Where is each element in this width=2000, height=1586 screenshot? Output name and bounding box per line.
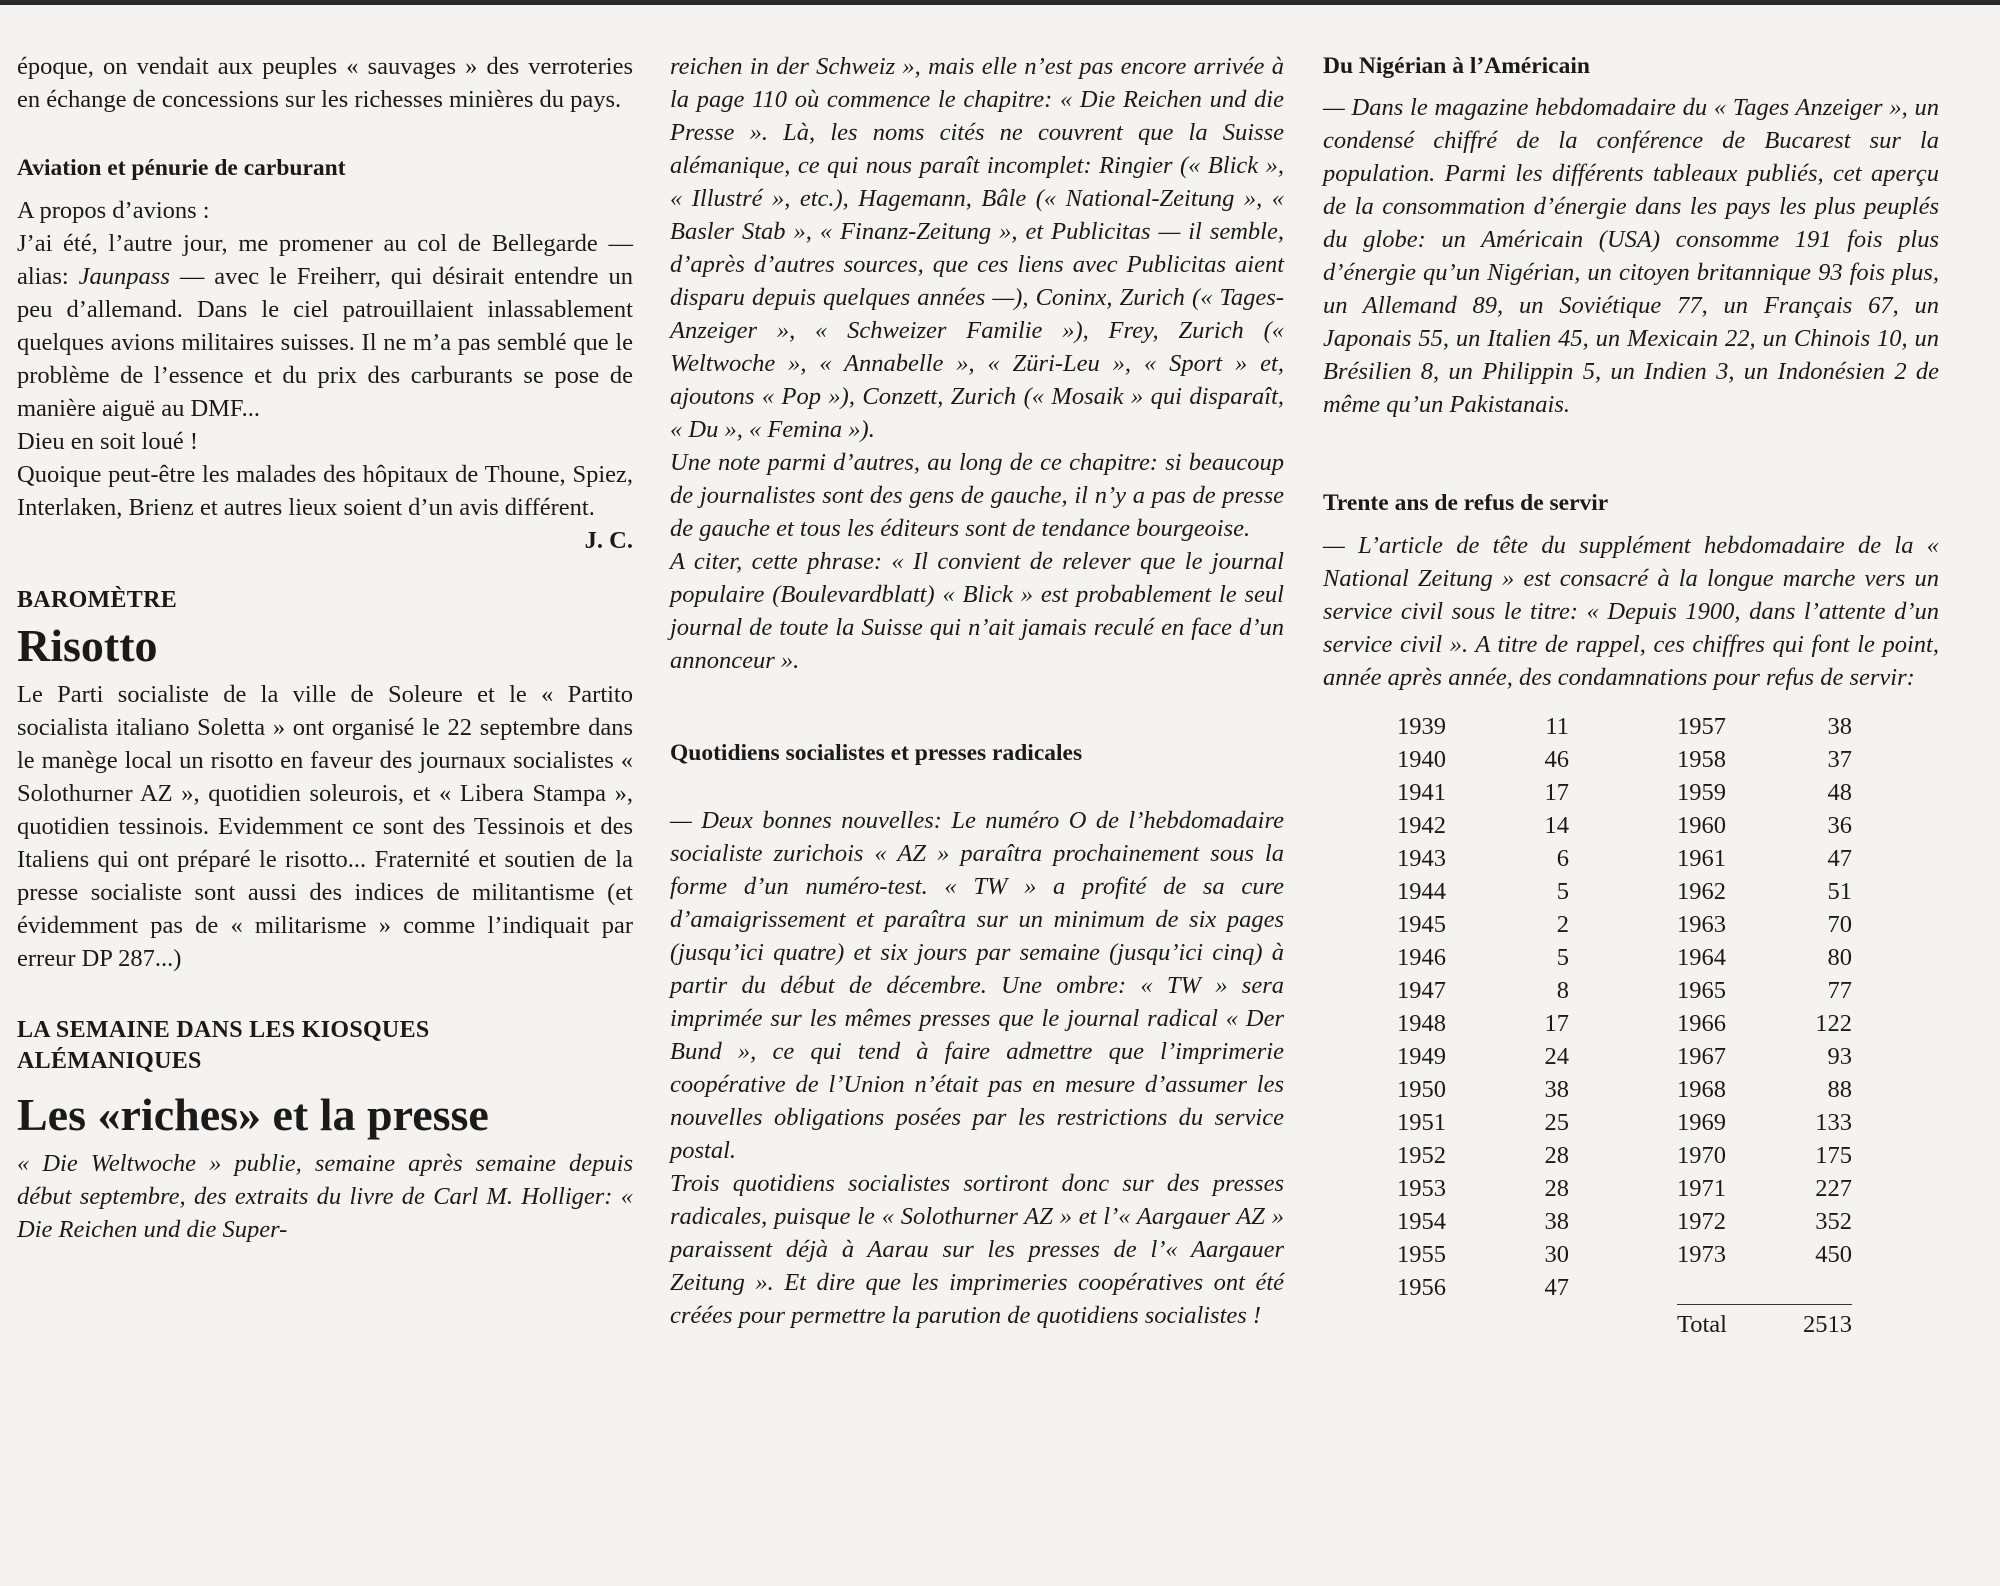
riches-body: « Die Weltwoche » publie, semaine après semaine depuis début septembre, des extraits du livre de Carl M. Holliger: « Die Reichen und die Super-	[17, 1150, 633, 1243]
count-cell: 77	[1827, 977, 1852, 1004]
year-cell: 1944	[1397, 878, 1446, 905]
spacer-cell	[1569, 842, 1677, 875]
table-row	[1397, 743, 1852, 776]
table-row	[1397, 1040, 1852, 1073]
table-row	[1397, 842, 1852, 875]
year-cell: 1963	[1677, 911, 1726, 938]
year-cell: 1969	[1677, 1109, 1726, 1136]
year-cell: 1956	[1397, 1274, 1446, 1301]
year-cell: 1967	[1677, 1043, 1726, 1070]
year-cell: 1939	[1397, 713, 1446, 740]
count-cell: 122	[1815, 1010, 1852, 1037]
spacer-cell	[1569, 941, 1677, 974]
year-cell: 1957	[1677, 713, 1726, 740]
aviation-p2-part2: — avec le Freiherr, qui désirait entendre un peu d’allemand. Dans le ciel patrouillaient inlassablement quelques avions militaires suisses. Il ne m’a pas semblé que le problème de l’essence et du prix des carburants se pose de manière aiguë au DMF...	[17, 263, 633, 422]
table-row	[1397, 1007, 1852, 1040]
quotidiens-p2: Trois quotidiens socialistes sortiront donc sur des presses radicales, puisque le « Solothurner AZ » et l’« Aargauer AZ » paraissent déjà à Aarau sur les presses de l’« Aargauer Zeitung ». Et dire que les imprimeries coopératives ont été créées pour permettre la parution de quotidiens socialistes !	[670, 1170, 1284, 1329]
spacer-cell	[1569, 1040, 1677, 1073]
total-row	[1397, 1304, 1852, 1341]
refus-table-body	[1397, 710, 1852, 1341]
count-cell: 37	[1827, 746, 1852, 773]
count-cell: 28	[1544, 1175, 1569, 1202]
table-row	[1397, 1238, 1852, 1271]
table-row	[1397, 974, 1852, 1007]
count-cell: 8	[1556, 977, 1569, 1004]
refus-heading: Trente ans de refus de servir	[1323, 490, 1609, 516]
year-cell: 1971	[1677, 1175, 1726, 1202]
count-cell: 46	[1544, 746, 1569, 773]
table-row	[1397, 875, 1852, 908]
count-cell: 80	[1827, 944, 1852, 971]
year-cell: 1970	[1677, 1142, 1726, 1169]
count-cell: 38	[1544, 1076, 1569, 1103]
table-row	[1397, 1106, 1852, 1139]
count-cell: 133	[1815, 1109, 1852, 1136]
year-cell: 1973	[1677, 1241, 1726, 1268]
year-cell: 1950	[1397, 1076, 1446, 1103]
spacer-cell	[1569, 743, 1677, 776]
top-rule	[0, 0, 2000, 5]
aviation-heading: Aviation et pénurie de carburant	[17, 155, 346, 181]
year-cell: 1960	[1677, 812, 1726, 839]
aviation-p1: A propos d’avions :	[17, 197, 210, 224]
table-row	[1397, 776, 1852, 809]
year-cell: 1947	[1397, 977, 1446, 1004]
spacer-cell	[1569, 1139, 1677, 1172]
year-cell: 1961	[1677, 845, 1726, 872]
kiosques-kicker-line2: ALÉMANIQUES	[17, 1048, 202, 1074]
year-cell	[1677, 1271, 1772, 1304]
column-3	[1323, 50, 1939, 1341]
count-cell: 227	[1815, 1175, 1852, 1202]
refus-table	[1397, 710, 1852, 1341]
aviation-p2-part1: J’ai été, l’autre jour, me promener au col de Bellegarde — alias:	[17, 230, 633, 290]
year-cell: 1955	[1397, 1241, 1446, 1268]
spacer-cell	[1397, 1304, 1509, 1341]
riches-continued-p3: A citer, cette phrase: « Il convient de relever que le journal populaire (Boulevardblatt) « Blick » est probablement le seul journal de toute la Suisse qui n’ait jamais reculé en face d’un annonceur ».	[670, 548, 1284, 674]
year-cell: 1940	[1397, 746, 1446, 773]
table-row	[1397, 908, 1852, 941]
count-cell: 38	[1827, 713, 1852, 740]
count-cell: 17	[1544, 779, 1569, 806]
year-cell: 1954	[1397, 1208, 1446, 1235]
count-cell: 70	[1827, 911, 1852, 938]
column-1	[17, 50, 633, 1246]
year-cell: 1951	[1397, 1109, 1446, 1136]
table-row	[1397, 710, 1852, 743]
spacer-cell	[1569, 1073, 1677, 1106]
aviation-article	[17, 194, 633, 557]
count-cell: 5	[1556, 878, 1569, 905]
spacer-cell	[1569, 1205, 1677, 1238]
total-value: 2513	[1772, 1304, 1852, 1341]
aviation-p4: Quoique peut-être les malades des hôpitaux de Thoune, Spiez, Interlaken, Brienz et autres lieux soient d’un avis différent.	[17, 461, 633, 521]
barometre-kicker: BAROMÈTRE	[17, 587, 178, 613]
spacer-cell	[1569, 1238, 1677, 1271]
year-cell: 1964	[1677, 944, 1726, 971]
count-cell: 14	[1544, 812, 1569, 839]
year-cell: 1958	[1677, 746, 1726, 773]
count-cell: 51	[1827, 878, 1852, 905]
count-cell: 11	[1545, 713, 1569, 740]
total-label: Total	[1677, 1304, 1772, 1341]
count-cell: 2	[1556, 911, 1569, 938]
year-cell: 1968	[1677, 1076, 1726, 1103]
spacer-cell	[1569, 875, 1677, 908]
count-cell: 450	[1815, 1241, 1852, 1268]
table-row	[1397, 809, 1852, 842]
kiosques-kicker-line1: LA SEMAINE DANS LES KIOSQUES	[17, 1017, 430, 1043]
count-cell: 5	[1556, 944, 1569, 971]
table-row	[1397, 1139, 1852, 1172]
quotidiens-p1: — Deux bonnes nouvelles: Le numéro O de l’hebdomadaire socialiste zurichois « AZ » paraîtra prochainement sous la forme d’un numéro-test. « TW » a profité de sa cure d’amaigrissement et paraîtra sur un minimum de six pages (jusqu’ici quatre) et six jours par semaine (jusqu’ici cinq) à partir du début de décembre. Une ombre: « TW » sera imprimée sur les mêmes presses que le journal radical « Der Bund », ce qui tend à faire admettre que l’imprimerie coopérative de l’Union n’était pas en mesure d’assumer les nouvelles obligations posées par les restrictions du service postal.	[670, 807, 1284, 1164]
count-cell: 38	[1544, 1208, 1569, 1235]
table-row	[1397, 1271, 1852, 1304]
aviation-p3: Dieu en soit loué !	[17, 428, 198, 455]
count-cell: 47	[1544, 1274, 1569, 1301]
nigerian-body: — Dans le magazine hebdomadaire du « Tages Anzeiger », un condensé chiffré de la conférence de Bucarest sur la population. Parmi les différents tableaux publiés, cet aperçu de la consommation d’énergie dans les pays les plus peuplés du globe: un Américain (USA) consomme 191 fois plus d’énergie qu’un Nigérian, un citoyen britannique 93 fois plus, un Allemand 89, un Soviétique 77, un Français 67, un Japonais 55, un Italien 45, un Mexicain 22, un Chinois 10, un Brésilien 8, un Philippin 5, un Indien 3, un Indonésien 2 de même qu’un Pakistanais.	[1323, 94, 1939, 418]
aviation-p2	[17, 227, 633, 425]
year-cell: 1946	[1397, 944, 1446, 971]
count-cell: 88	[1827, 1076, 1852, 1103]
count-cell: 30	[1544, 1241, 1569, 1268]
riches-headline: Les «riches» et la presse	[17, 1089, 489, 1140]
year-cell: 1949	[1397, 1043, 1446, 1070]
table-row	[1397, 1172, 1852, 1205]
year-cell: 1965	[1677, 977, 1726, 1004]
table-row	[1397, 1073, 1852, 1106]
risotto-headline: Risotto	[17, 620, 158, 671]
spacer-cell	[1569, 1106, 1677, 1139]
aviation-p2-italic: Jaunpass	[78, 263, 170, 290]
spacer-cell	[1509, 1304, 1569, 1341]
count-cell: 48	[1827, 779, 1852, 806]
spacer-cell	[1569, 908, 1677, 941]
count-cell: 6	[1556, 845, 1569, 872]
count-cell: 24	[1544, 1043, 1569, 1070]
spacer-cell	[1569, 809, 1677, 842]
spacer-cell	[1569, 1172, 1677, 1205]
quotidiens-heading: Quotidiens socialistes et presses radicales	[670, 740, 1083, 766]
nigerian-heading: Du Nigérian à l’Américain	[1323, 53, 1590, 79]
count-cell: 175	[1815, 1142, 1852, 1169]
spacer-cell	[1569, 1007, 1677, 1040]
year-cell: 1945	[1397, 911, 1446, 938]
year-cell: 1959	[1677, 779, 1726, 806]
table-row	[1397, 1205, 1852, 1238]
year-cell: 1943	[1397, 845, 1446, 872]
column-2	[670, 50, 1284, 1332]
signature: J. C.	[584, 527, 633, 554]
riches-continued-p1: reichen in der Schweiz », mais elle n’est pas encore arrivée à la page 110 où commence le chapitre: « Die Reichen und die Presse ». Là, les noms cités ne couvrent que la Suisse alémanique, ce qui nous paraît incomplet: Ringier (« Blick », « Illustré », etc.), Hagemann, Bâle (« National-Zeitung », « Basler Stab », « Finanz-Zeitung », et Publicitas — il semble, d’après d’autres sources, que ces liens avec Publicitas aient disparu depuis quelques années —), Coninx, Zurich (« Tages-Anzeiger », « Schweizer Familie »), Frey, Zurich (« Weltwoche », « Annabelle », « Züri-Leu », « Sport » et, ajoutons « Pop »), Conzett, Zurich (« Mosaik » qui disparaît, « Du », « Femina »).	[670, 53, 1284, 443]
year-cell: 1941	[1397, 779, 1446, 806]
year-cell: 1953	[1397, 1175, 1446, 1202]
spacer-cell	[1569, 710, 1677, 743]
spacer-cell	[1569, 1304, 1677, 1341]
spacer-cell	[1569, 974, 1677, 1007]
count-cell: 93	[1827, 1043, 1852, 1070]
year-cell: 1948	[1397, 1010, 1446, 1037]
count-cell	[1772, 1271, 1852, 1304]
year-cell: 1972	[1677, 1208, 1726, 1235]
kiosques-kicker	[17, 1015, 633, 1077]
year-cell: 1942	[1397, 812, 1446, 839]
riches-continued-p2: Une note parmi d’autres, au long de ce chapitre: si beaucoup de journalistes sont des gens de gauche, il n’y a pas de presse de gauche et tous les éditeurs sont de tendance bourgeoise.	[670, 449, 1284, 542]
count-cell: 47	[1827, 845, 1852, 872]
refus-body: — L’article de tête du supplément hebdomadaire de la « National Zeitung » est consacré à la longue marche vers un service civil sous le titre: « Depuis 1900, dans l’attente d’un service civil ». A titre de rappel, ces chiffres qui font le point, année après année, des condamnations pour refus de servir:	[1323, 532, 1939, 691]
risotto-body: Le Parti socialiste de la ville de Soleure et le « Partito socialista italiano Soletta » ont organisé le 22 septembre dans le manège local un risotto en faveur des journaux socialistes « Solothurner AZ », quotidien soleurois, et « Libera Stampa », quotidien tessinois. Evidemment ce sont des Tessinois et des Italiens qui ont préparé le risotto... Fraternité et soutien de la presse socialiste sont aussi des indices de militantisme (et évidemment pas de « militarisme » comme l’indiquait par erreur DP 287...)	[17, 681, 633, 972]
year-cell: 1966	[1677, 1010, 1726, 1037]
count-cell: 17	[1544, 1010, 1569, 1037]
intro-paragraph: époque, on vendait aux peuples « sauvages » des verroteries en échange de concessions sur les richesses minières du pays.	[17, 53, 633, 113]
spacer-cell	[1569, 1271, 1677, 1304]
count-cell: 36	[1827, 812, 1852, 839]
spacer-cell	[1569, 776, 1677, 809]
count-cell: 352	[1815, 1208, 1852, 1235]
year-cell: 1952	[1397, 1142, 1446, 1169]
table-row	[1397, 941, 1852, 974]
count-cell: 25	[1544, 1109, 1569, 1136]
count-cell: 28	[1544, 1142, 1569, 1169]
year-cell: 1962	[1677, 878, 1726, 905]
